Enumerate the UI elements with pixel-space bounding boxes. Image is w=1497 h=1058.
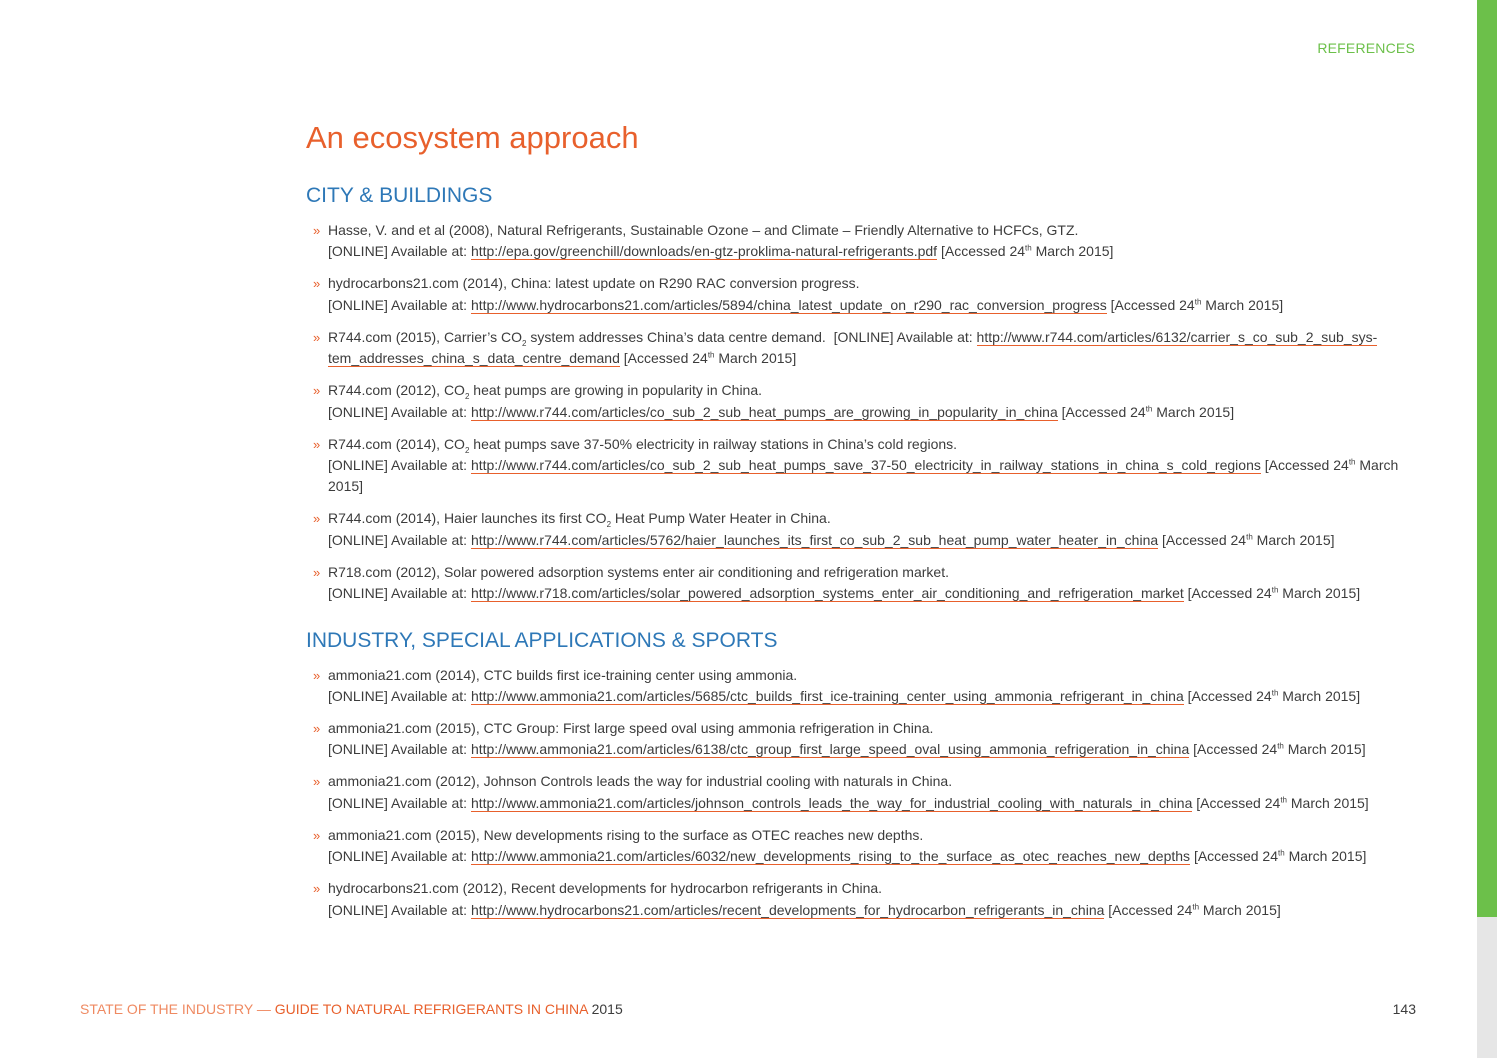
section-heading-city-buildings: CITY & BUILDINGS [306, 184, 493, 207]
reference-item: » ammonia21.com (2015), New developments rising to the surface as OTEC reaches new depths. [ONLINE] Available at: http://www.ammonia21.com/articles/6032/new_developments_rising_to_the_surface_as_otec_reaches_new_depths [Accessed 24th March 2015] [313, 826, 1367, 865]
reference-link[interactable]: http://www.r744.com/articles/co_sub_2_sub_heat_pumps_are_growing_in_popularity_in_china [470, 403, 1058, 420]
bullet-icon: » [313, 383, 321, 399]
side-bar-bottom [1477, 917, 1497, 1058]
reference-link[interactable]: http://www.r744.com/articles/6132/carrier_s_co_sub_2_sub_sys-tem_addresses_china_s_data_centre_demand [328, 328, 1378, 367]
reference-item: » Hasse, V. and et al (2008), Natural Refrigerants, Sustainable Ozone – and Climate – Friendly Alternative to HCFCs, GTZ. [ONLINE] Available at: http://epa.gov/greenchill/downloads/en-gtz-proklima-natural-refrigerants.pdf [Accessed 24th March 2015] [313, 222, 1114, 260]
reference-link[interactable]: http://www.ammonia21.com/articles/6138/ctc_group_first_large_speed_oval_using_ammonia_refrigeration_in_china [470, 741, 1190, 758]
footer-series: STATE OF THE INDUSTRY — [80, 1001, 271, 1017]
reference-item: » ammonia21.com (2014), CTC builds first ice-training center using ammonia. [ONLINE] Available at: http://www.ammonia21.com/articles/5685/ctc_builds_first_ice-training_center_using_ammonia_refrigerant_in_china [Accessed 24th March 2015] [313, 666, 1361, 705]
bullet-icon: » [313, 881, 321, 897]
bullet-icon: » [313, 511, 321, 527]
reference-link[interactable]: http://www.r744.com/articles/5762/haier_launches_its_first_co_sub_2_sub_heat_pump_water_heater_in_china [470, 531, 1159, 548]
footer-guide-title: GUIDE TO NATURAL REFRIGERANTS IN CHINA [274, 1001, 588, 1017]
bullet-icon: » [313, 329, 321, 345]
reference-item: » R718.com (2012), Solar powered adsorption systems enter air conditioning and refrigeration market. [ONLINE] Available at: http://www.r718.com/articles/solar_powered_adsorption_systems_enter_air_conditioning_and_refrigeration_market [Accessed 24th March 2015] [313, 563, 1361, 602]
side-accent-bar [1477, 0, 1497, 917]
page-number: 143 [1392, 1001, 1416, 1017]
reference-link[interactable]: http://www.hydrocarbons21.com/articles/recent_developments_for_hydrocarbon_refrigerants_in_china [470, 901, 1105, 918]
reference-item: » ammonia21.com (2015), CTC Group: First large speed oval using ammonia refrigeration in China. [ONLINE] Available at: http://www.ammonia21.com/articles/6138/ctc_group_first_large_speed_oval_using_ammonia_refrigeration_in_china [Accessed 24th March 2015] [313, 720, 1366, 758]
bullet-icon: » [313, 223, 321, 238]
reference-link[interactable]: http://www.ammonia21.com/articles/5685/ctc_builds_first_ice-training_center_using_ammonia_refrigerant_in_china [470, 688, 1184, 705]
page-content [306, 118, 1406, 921]
page-title: An ecosystem approach [306, 120, 639, 155]
footer-year: 2015 [591, 1001, 623, 1017]
bullet-icon: » [313, 774, 321, 790]
reference-item: » R744.com (2014), Haier launches its first $CO_2$ Heat Pump Water Heater in China. [ONLINE] Available at: http://www.r744.com/articles/5762/haier_launches_its_first_co_sub_2_sub_heat_pump_water_heater_in_china [Accessed 24th March 2015] [313, 510, 1335, 548]
reference-list-industry [306, 665, 1406, 921]
reference-list-city-buildings [306, 220, 1406, 605]
footer-publication-title [80, 1001, 623, 1017]
reference-item: » hydrocarbons21.com (2012), Recent developments for hydrocarbon refrigerants in China. [ONLINE] Available at: http://www.hydrocarbons21.com/articles/recent_developments_for_hydrocarbon_refrigerants_in_china [Accessed 24th March 2015] [313, 880, 1281, 918]
reference-item: » R744.com (2014), $CO_2$ heat pumps save 37-50% electricity in railway stations in China’s cold regions. [ONLINE] Available at: http://www.r744.com/articles/co_sub_2_sub_heat_pumps_save_37-50_electricity_in_railway_stations_in_china_s_cold_regions [Accessed 24th March 2015] [313, 435, 1399, 495]
bullet-icon: » [313, 564, 321, 580]
reference-link[interactable]: http://epa.gov/greenchill/downloads/en-gtz-proklima-natural-refrigerants.pdf [470, 243, 938, 260]
bullet-icon: » [313, 667, 321, 683]
section-heading-industry: INDUSTRY, SPECIAL APPLICATIONS & SPORTS [306, 628, 778, 652]
bullet-icon: » [313, 827, 321, 843]
reference-link[interactable]: http://www.ammonia21.com/articles/johnson_controls_leads_the_way_for_industrial_cooling_with_naturals_in_china [470, 794, 1193, 811]
reference-link[interactable]: http://www.r744.com/articles/co_sub_2_sub_heat_pumps_save_37-50_electricity_in_railway_stations_in_china_s_cold_regions [470, 457, 1261, 474]
reference-item: » R744.com (2012), $CO_2$ heat pumps are growing in popularity in China. [ONLINE] Available at: http://www.r744.com/articles/co_sub_2_sub_heat_pumps_are_growing_in_popularity_in_china [Accessed 24th March 2015] [313, 382, 1235, 420]
reference-item: » ammonia21.com (2012), Johnson Controls leads the way for industrial cooling with naturals in China. [ONLINE] Available at: http://www.ammonia21.com/articles/johnson_controls_leads_the_way_for_industrial_cooling_with_naturals_in_china [Accessed 24th March 2015] [313, 773, 1369, 811]
reference-link[interactable]: http://www.r718.com/articles/solar_powered_adsorption_systems_enter_air_conditioning_and_refrigeration_market [470, 585, 1184, 602]
bullet-icon: » [313, 721, 321, 737]
reference-link[interactable]: http://www.hydrocarbons21.com/articles/5894/china_latest_update_on_r290_rac_conversion_progress [470, 296, 1107, 313]
running-header: REFERENCES [1317, 40, 1415, 56]
reference-item: » R744.com (2015), Carrier’s $CO_2$ system addresses China’s data centre demand. [ONLINE] Available at: http://www.r744.com/articles/6132/carrier_s_co_sub_2_sub_sys-tem_addresses_china_s_data_centre_demand [Accessed 24th March 2015] [313, 328, 1378, 367]
reference-link[interactable]: http://www.ammonia21.com/articles/6032/new_developments_rising_to_the_surface_as_otec_reaches_new_depths [470, 848, 1191, 865]
bullet-icon: » [313, 436, 321, 452]
reference-item: » hydrocarbons21.com (2014), China: latest update on R290 RAC conversion progress. [ONLINE] Available at: http://www.hydrocarbons21.com/articles/5894/china_latest_update_on_r290_rac_conversion_progress [Accessed 24th March 2015] [313, 275, 1284, 313]
bullet-icon: » [313, 276, 321, 292]
